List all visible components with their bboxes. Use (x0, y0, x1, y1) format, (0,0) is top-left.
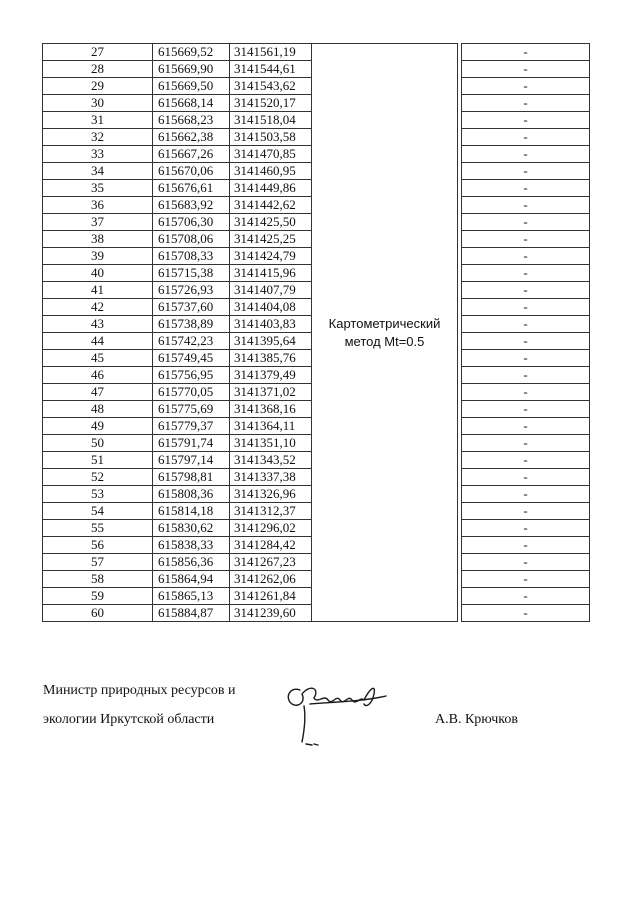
point-number-cell: 33 (43, 146, 153, 163)
method-label-line-2: метод Mt=0.5 (344, 333, 425, 349)
y-coordinate-cell: 3141312,37 (230, 503, 312, 520)
x-coordinate-cell: 615856,36 (153, 554, 230, 571)
point-number-cell: 29 (43, 78, 153, 95)
point-number-cell: 37 (43, 214, 153, 231)
point-number-cell: 60 (43, 605, 153, 622)
point-number-cell: 42 (43, 299, 153, 316)
point-number-cell: 58 (43, 571, 153, 588)
x-coordinate-cell: 615798,81 (153, 469, 230, 486)
note-cell: - (462, 265, 590, 282)
note-cell: - (462, 180, 590, 197)
coordinates-table-body (43, 44, 590, 622)
x-coordinate-cell: 615683,92 (153, 197, 230, 214)
note-cell: - (462, 384, 590, 401)
y-coordinate-cell: 3141442,62 (230, 197, 312, 214)
point-number-cell: 50 (43, 435, 153, 452)
y-coordinate-cell: 3141364,11 (230, 418, 312, 435)
point-number-cell: 31 (43, 112, 153, 129)
point-number-cell: 32 (43, 129, 153, 146)
y-coordinate-cell: 3141425,50 (230, 214, 312, 231)
x-coordinate-cell: 615884,87 (153, 605, 230, 622)
y-coordinate-cell: 3141407,79 (230, 282, 312, 299)
x-coordinate-cell: 615770,05 (153, 384, 230, 401)
y-coordinate-cell: 3141239,60 (230, 605, 312, 622)
note-cell: - (462, 520, 590, 537)
x-coordinate-cell: 615662,38 (153, 129, 230, 146)
note-cell: - (462, 112, 590, 129)
y-coordinate-cell: 3141296,02 (230, 520, 312, 537)
x-coordinate-cell: 615838,33 (153, 537, 230, 554)
x-coordinate-cell: 615814,18 (153, 503, 230, 520)
note-cell: - (462, 367, 590, 384)
method-cell (312, 44, 458, 622)
point-number-cell: 34 (43, 163, 153, 180)
note-cell: - (462, 248, 590, 265)
x-coordinate-cell: 615830,62 (153, 520, 230, 537)
note-cell: - (462, 350, 590, 367)
note-cell: - (462, 486, 590, 503)
note-cell: - (462, 95, 590, 112)
x-coordinate-cell: 615737,60 (153, 299, 230, 316)
note-cell: - (462, 282, 590, 299)
coordinates-table (42, 43, 590, 622)
signatory-title-line-1: Министр природных ресурсов и (43, 683, 236, 698)
note-cell: - (462, 44, 590, 61)
y-coordinate-cell: 3141449,86 (230, 180, 312, 197)
y-coordinate-cell: 3141415,96 (230, 265, 312, 282)
point-number-cell: 48 (43, 401, 153, 418)
y-coordinate-cell: 3141343,52 (230, 452, 312, 469)
handwritten-signature (280, 678, 390, 750)
point-number-cell: 57 (43, 554, 153, 571)
y-coordinate-cell: 3141395,64 (230, 333, 312, 350)
x-coordinate-cell: 615738,89 (153, 316, 230, 333)
y-coordinate-cell: 3141326,96 (230, 486, 312, 503)
signatory-name: А.В. Крючков (435, 712, 518, 727)
y-coordinate-cell: 3141371,02 (230, 384, 312, 401)
x-coordinate-cell: 615706,30 (153, 214, 230, 231)
x-coordinate-cell: 615865,13 (153, 588, 230, 605)
point-number-cell: 59 (43, 588, 153, 605)
y-coordinate-cell: 3141470,85 (230, 146, 312, 163)
point-number-cell: 56 (43, 537, 153, 554)
note-cell: - (462, 78, 590, 95)
y-coordinate-cell: 3141403,83 (230, 316, 312, 333)
point-number-cell: 52 (43, 469, 153, 486)
note-cell: - (462, 605, 590, 622)
note-cell: - (462, 503, 590, 520)
point-number-cell: 51 (43, 452, 153, 469)
y-coordinate-cell: 3141337,38 (230, 469, 312, 486)
y-coordinate-cell: 3141284,42 (230, 537, 312, 554)
x-coordinate-cell: 615749,45 (153, 350, 230, 367)
note-cell: - (462, 571, 590, 588)
point-number-cell: 27 (43, 44, 153, 61)
x-coordinate-cell: 615742,23 (153, 333, 230, 350)
point-number-cell: 53 (43, 486, 153, 503)
point-number-cell: 36 (43, 197, 153, 214)
point-number-cell: 28 (43, 61, 153, 78)
x-coordinate-cell: 615708,06 (153, 231, 230, 248)
y-coordinate-cell: 3141368,16 (230, 401, 312, 418)
note-cell: - (462, 401, 590, 418)
y-coordinate-cell: 3141261,84 (230, 588, 312, 605)
point-number-cell: 49 (43, 418, 153, 435)
x-coordinate-cell: 615668,14 (153, 95, 230, 112)
method-label-line-1: Картометрический (328, 315, 441, 331)
x-coordinate-cell: 615797,14 (153, 452, 230, 469)
x-coordinate-cell: 615669,90 (153, 61, 230, 78)
note-cell: - (462, 146, 590, 163)
note-cell: - (462, 435, 590, 452)
note-cell: - (462, 554, 590, 571)
y-coordinate-cell: 3141460,95 (230, 163, 312, 180)
note-cell: - (462, 197, 590, 214)
note-cell: - (462, 163, 590, 180)
y-coordinate-cell: 3141544,61 (230, 61, 312, 78)
y-coordinate-cell: 3141379,49 (230, 367, 312, 384)
x-coordinate-cell: 615756,95 (153, 367, 230, 384)
y-coordinate-cell: 3141543,62 (230, 78, 312, 95)
note-cell: - (462, 214, 590, 231)
note-cell: - (462, 588, 590, 605)
y-coordinate-cell: 3141424,79 (230, 248, 312, 265)
note-cell: - (462, 129, 590, 146)
x-coordinate-cell: 615715,38 (153, 265, 230, 282)
x-coordinate-cell: 615808,36 (153, 486, 230, 503)
point-number-cell: 39 (43, 248, 153, 265)
signatory-title-line-2: экологии Иркутской области (43, 712, 215, 727)
point-number-cell: 43 (43, 316, 153, 333)
y-coordinate-cell: 3141518,04 (230, 112, 312, 129)
y-coordinate-cell: 3141385,76 (230, 350, 312, 367)
point-number-cell: 46 (43, 367, 153, 384)
point-number-cell: 35 (43, 180, 153, 197)
note-cell: - (462, 316, 590, 333)
y-coordinate-cell: 3141561,19 (230, 44, 312, 61)
x-coordinate-cell: 615669,52 (153, 44, 230, 61)
note-cell: - (462, 537, 590, 554)
x-coordinate-cell: 615669,50 (153, 78, 230, 95)
x-coordinate-cell: 615775,69 (153, 401, 230, 418)
x-coordinate-cell: 615676,61 (153, 180, 230, 197)
note-cell: - (462, 469, 590, 486)
point-number-cell: 47 (43, 384, 153, 401)
x-coordinate-cell: 615670,06 (153, 163, 230, 180)
y-coordinate-cell: 3141404,08 (230, 299, 312, 316)
x-coordinate-cell: 615708,33 (153, 248, 230, 265)
note-cell: - (462, 333, 590, 350)
note-cell: - (462, 299, 590, 316)
x-coordinate-cell: 615791,74 (153, 435, 230, 452)
y-coordinate-cell: 3141503,58 (230, 129, 312, 146)
table-row (43, 44, 590, 61)
point-number-cell: 55 (43, 520, 153, 537)
y-coordinate-cell: 3141425,25 (230, 231, 312, 248)
note-cell: - (462, 452, 590, 469)
point-number-cell: 44 (43, 333, 153, 350)
y-coordinate-cell: 3141351,10 (230, 435, 312, 452)
point-number-cell: 38 (43, 231, 153, 248)
y-coordinate-cell: 3141520,17 (230, 95, 312, 112)
note-cell: - (462, 231, 590, 248)
y-coordinate-cell: 3141267,23 (230, 554, 312, 571)
x-coordinate-cell: 615864,94 (153, 571, 230, 588)
note-cell: - (462, 61, 590, 78)
x-coordinate-cell: 615779,37 (153, 418, 230, 435)
x-coordinate-cell: 615667,26 (153, 146, 230, 163)
point-number-cell: 40 (43, 265, 153, 282)
point-number-cell: 30 (43, 95, 153, 112)
note-cell: - (462, 418, 590, 435)
point-number-cell: 41 (43, 282, 153, 299)
y-coordinate-cell: 3141262,06 (230, 571, 312, 588)
x-coordinate-cell: 615726,93 (153, 282, 230, 299)
x-coordinate-cell: 615668,23 (153, 112, 230, 129)
point-number-cell: 54 (43, 503, 153, 520)
point-number-cell: 45 (43, 350, 153, 367)
